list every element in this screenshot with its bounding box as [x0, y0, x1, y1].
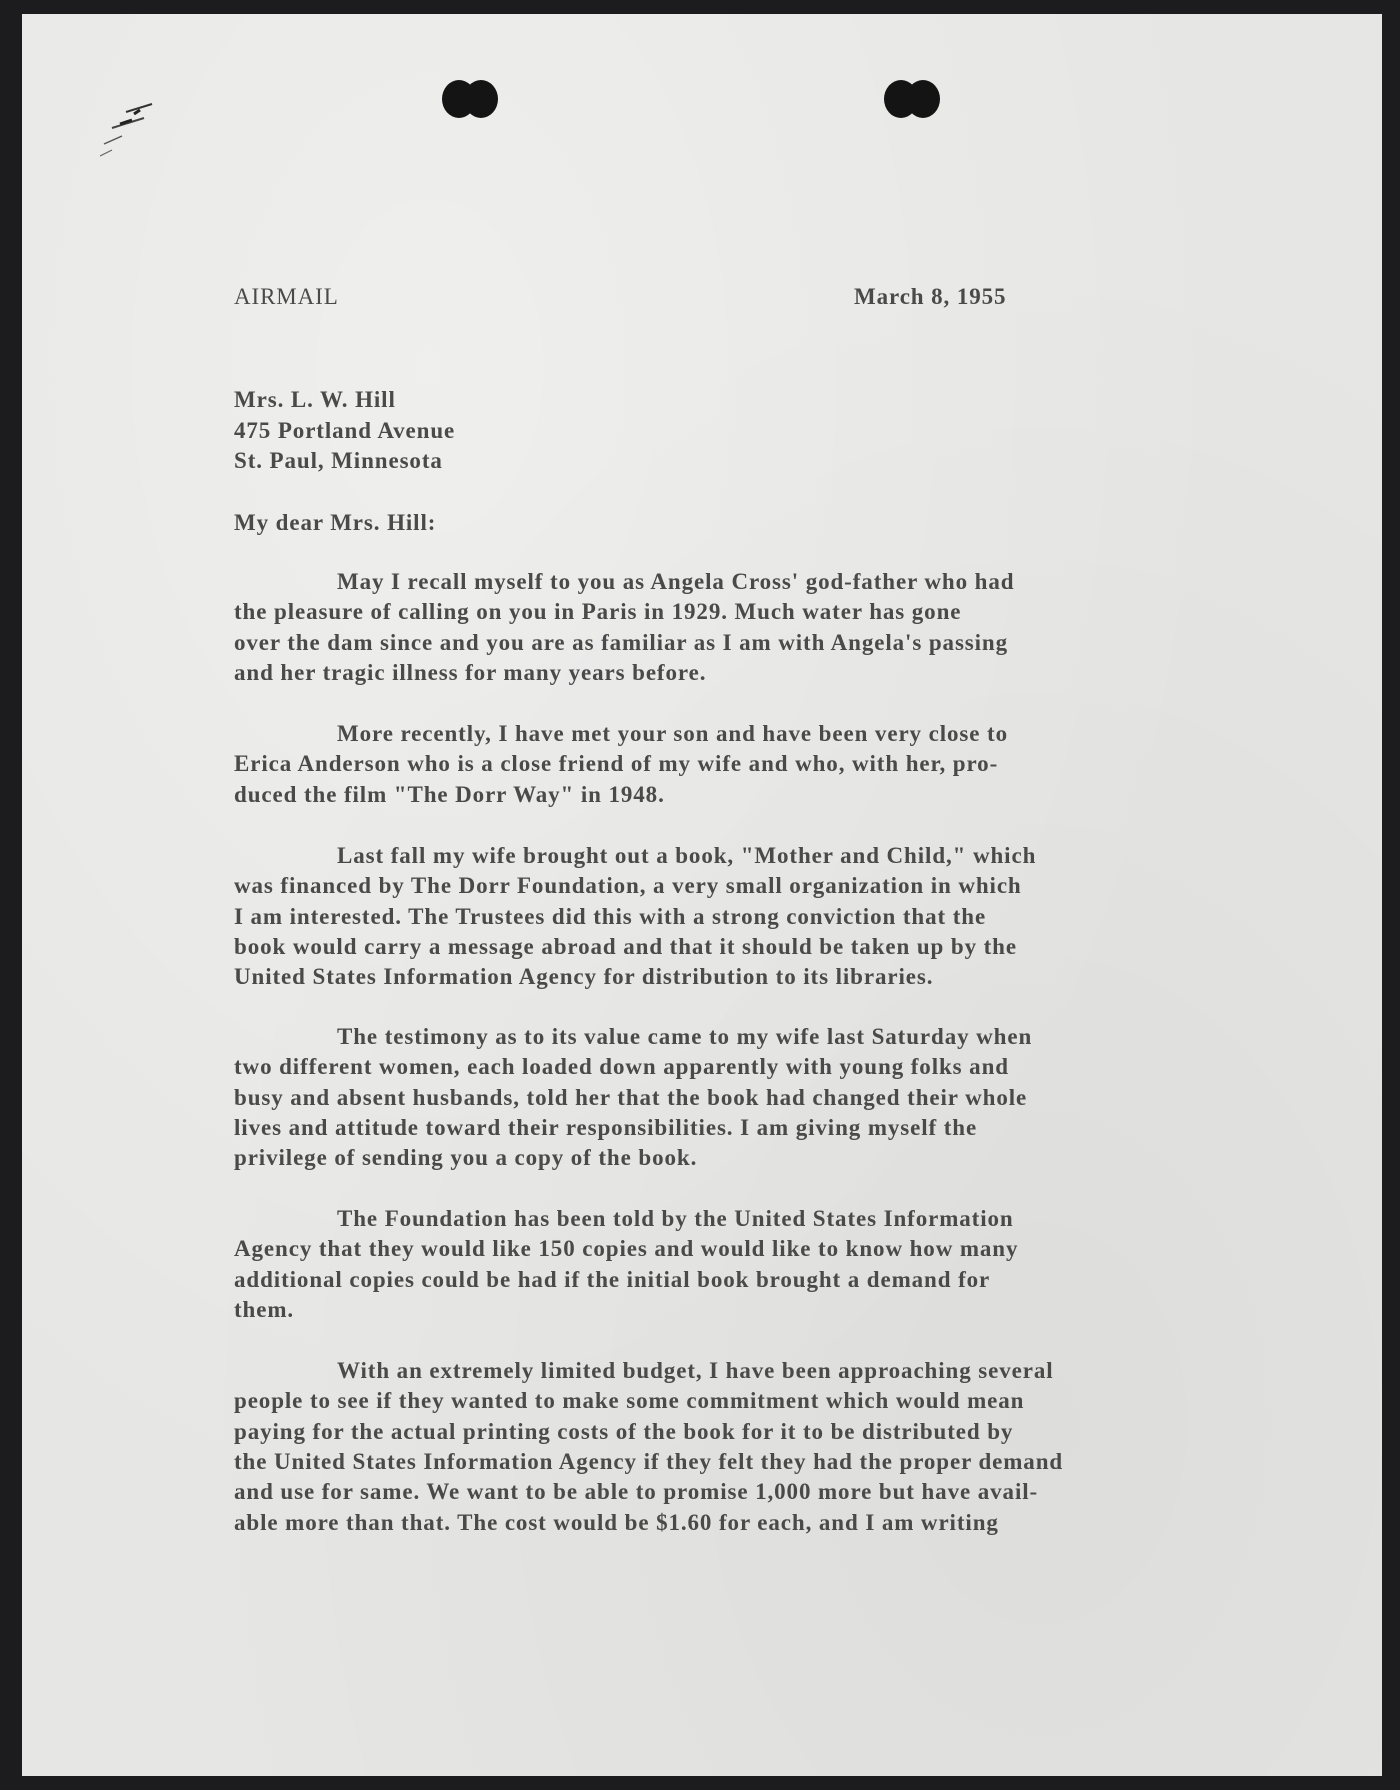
paragraph-line: Last fall my wife brought out a book, "Mother and Child," which — [337, 843, 1037, 868]
address-line: Mrs. L. W. Hill — [234, 387, 396, 412]
paragraph-line: lives and attitude toward their responsibilities. I am giving myself the — [234, 1115, 978, 1140]
paragraph-line: was financed by The Dorr Foundation, a very small organization in which — [234, 873, 1022, 898]
body-paragraph — [234, 843, 1254, 1003]
paragraph-line: them. — [234, 1297, 295, 1322]
paragraph-line: I am interested. The Trustees did this with a strong conviction that the — [234, 904, 987, 929]
body-paragraph — [234, 1358, 1294, 1548]
paragraph-line: able more than that. The cost would be $1.60 for each, and I am writing — [234, 1510, 999, 1535]
address-block — [234, 387, 634, 487]
salutation: My dear Mrs. Hill: — [234, 510, 437, 535]
paragraph-line: Erica Anderson who is a close friend of my wife and who, with her, pro- — [234, 751, 999, 776]
body-paragraph — [234, 721, 1254, 821]
body-paragraph — [234, 569, 1254, 699]
paragraph-line: the pleasure of calling on you in Paris in 1929. Much water has gone — [234, 599, 962, 624]
paragraph-line: and use for same. We want to be able to promise 1,000 more but have avail- — [234, 1479, 1039, 1504]
scratch-mark — [82, 84, 172, 164]
address-line: 475 Portland Avenue — [234, 418, 456, 443]
punch-hole — [464, 80, 498, 118]
mail-type: AIRMAIL — [234, 284, 339, 309]
paragraph-line: book would carry a message abroad and that it should be taken up by the — [234, 934, 1017, 959]
letter-date: March 8, 1955 — [854, 284, 1007, 309]
paragraph-line: people to see if they wanted to make some commitment which would mean — [234, 1388, 1025, 1413]
paragraph-line: the United States Information Agency if they felt they had the proper demand — [234, 1449, 1064, 1474]
paragraph-line: duced the film "The Dorr Way" in 1948. — [234, 782, 665, 807]
paragraph-line: paying for the actual printing costs of the book for it to be distributed by — [234, 1419, 1014, 1444]
paragraph-line: With an extremely limited budget, I have been approaching several — [337, 1358, 1054, 1383]
body-paragraph — [234, 1206, 1254, 1336]
paragraph-line: and her tragic illness for many years before. — [234, 660, 707, 685]
paragraph-line: United States Information Agency for distribution to its libraries. — [234, 964, 934, 989]
paragraph-line: May I recall myself to you as Angela Cross' god-father who had — [337, 569, 1015, 594]
paragraph-line: More recently, I have met your son and have been very close to — [337, 721, 1008, 746]
punch-hole — [906, 80, 940, 118]
paragraph-line: The Foundation has been told by the United States Information — [337, 1206, 1014, 1231]
letter-page — [22, 14, 1382, 1776]
paragraph-line: over the dam since and you are as familiar as I am with Angela's passing — [234, 630, 1009, 655]
paragraph-line: The testimony as to its value came to my wife last Saturday when — [337, 1024, 1033, 1049]
paragraph-line: privilege of sending you a copy of the book. — [234, 1145, 698, 1170]
address-line: St. Paul, Minnesota — [234, 448, 443, 473]
paragraph-line: busy and absent husbands, told her that the book had changed their whole — [234, 1085, 1028, 1110]
paragraph-line: Agency that they would like 150 copies and would like to know how many — [234, 1236, 1019, 1261]
body-paragraph — [234, 1024, 1254, 1184]
paragraph-line: two different women, each loaded down apparently with young folks and — [234, 1054, 1009, 1079]
paragraph-line: additional copies could be had if the initial book brought a demand for — [234, 1267, 991, 1292]
